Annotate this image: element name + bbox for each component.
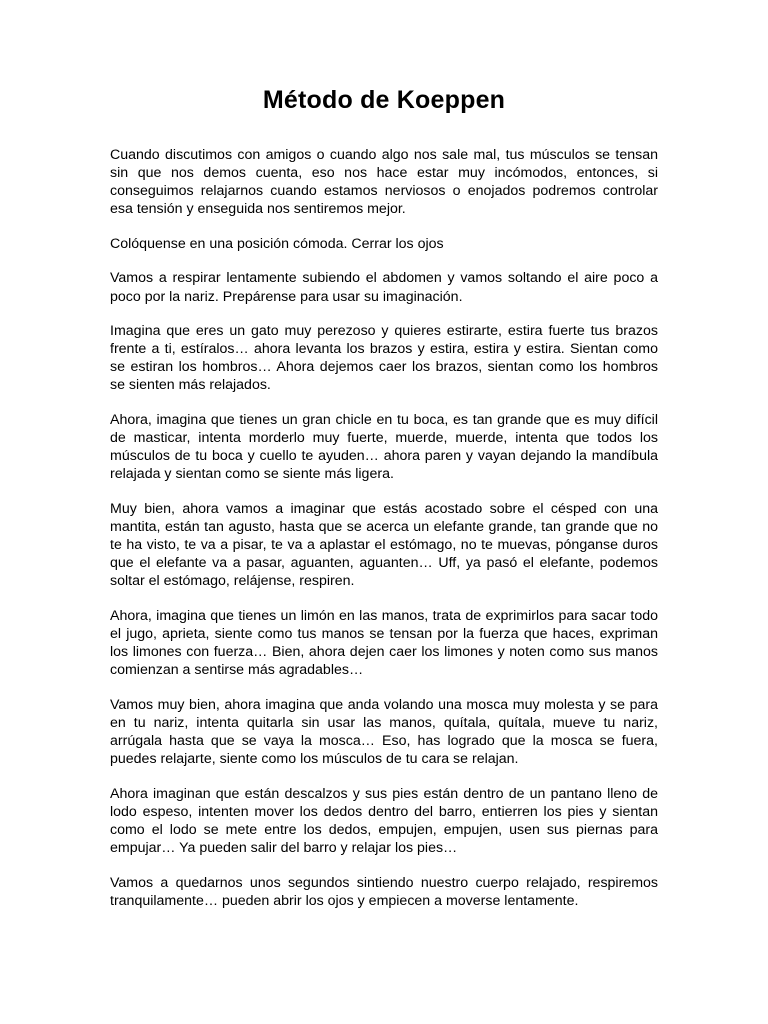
document-body bbox=[110, 146, 658, 926]
paragraph-intro: Cuando discutimos con amigos o cuando algo nos sale mal, tus músculos se tensan sin que nos demos cuenta, eso nos hace estar muy incómodos, entonces, si conseguimos relajarnos cuando estamos nerviosos o enojados podremos controlar esa tensión y enseguida nos sentiremos mejor. bbox=[110, 147, 658, 218]
paragraph-position: Colóquense en una posición cómoda. Cerrar los ojos bbox=[110, 235, 444, 252]
paragraph-lemon: Ahora, imagina que tienes un limón en las manos, trata de exprimirlos para sacar todo el jugo, aprieta, siente como tus manos se tensan por la fuerza que haces, expriman los limones con fuerza… Bien, ahora dejen caer los limones y noten como sus manos comienzan a sentirse más agradables… bbox=[110, 607, 658, 679]
page-title: Método de Koeppen bbox=[262, 86, 506, 114]
paragraph-closing: Vamos a quedarnos unos segundos sintiendo nuestro cuerpo relajado, respiremos tranquilamente… pueden abrir los ojos y empiecen a moverse lentamente. bbox=[110, 874, 658, 909]
paragraph-chewing-gum: Ahora, imagina que tienes un gran chicle en tu boca, es tan grande que es muy difícil de masticar, intenta morderlo muy fuerte, muerde, muerde, intenta que todos los músculos de tu boca y cuello te ayuden… ahora paren y vayan dejando la mandíbula relajada y sientan como se siente más ligera. bbox=[110, 412, 658, 483]
paragraph-breathing: Vamos a respirar lentamente subiendo el abdomen y vamos soltando el aire poco a poco por la nariz. Prepárense para usar su imaginación. bbox=[110, 270, 658, 305]
paragraph-mud: Ahora imaginan que están descalzos y sus pies están dentro de un pantano lleno de lodo espeso, intenten mover los dedos dentro del barro, entierren los pies y sientan como el lodo se mete entre los dedos, empujen, empujen, usen sus piernas para empujar… Ya pueden salir del barro y relajar los pies… bbox=[110, 785, 658, 856]
paragraph-cat: Imagina que eres un gato muy perezoso y quieres estirarte, estira fuerte tus brazos frente a ti, estíralos… ahora levanta los brazos y estira, estira y estira. Sientan como se estiran los hombros… Ahora dejemos caer los brazos, sientan como los hombros se sienten más relajados. bbox=[110, 323, 658, 394]
paragraph-fly: Vamos muy bien, ahora imagina que anda volando una mosca muy molesta y se para en tu nariz, intenta quitarla sin usar las manos, quítala, quítala, mueve tu nariz, arrúgala hasta que se vaya la mosca… Eso, has logrado que la mosca se fuera, puedes relajarte, siente como los músculos de tu cara se relajan. bbox=[110, 696, 658, 768]
paragraph-elephant: Muy bien, ahora vamos a imaginar que estás acostado sobre el césped con una mantita, están tan agusto, hasta que se acerca un elefante grande, tan grande que no te ha visto, te va a pisar, te va a aplastar el estómago, no te muevas, pónganse duros que el elefante va a pasar, aguanten, aguanten… Uff, ya pasó el elefante, podemos soltar el estómago, relájense, respiren. bbox=[110, 500, 658, 590]
